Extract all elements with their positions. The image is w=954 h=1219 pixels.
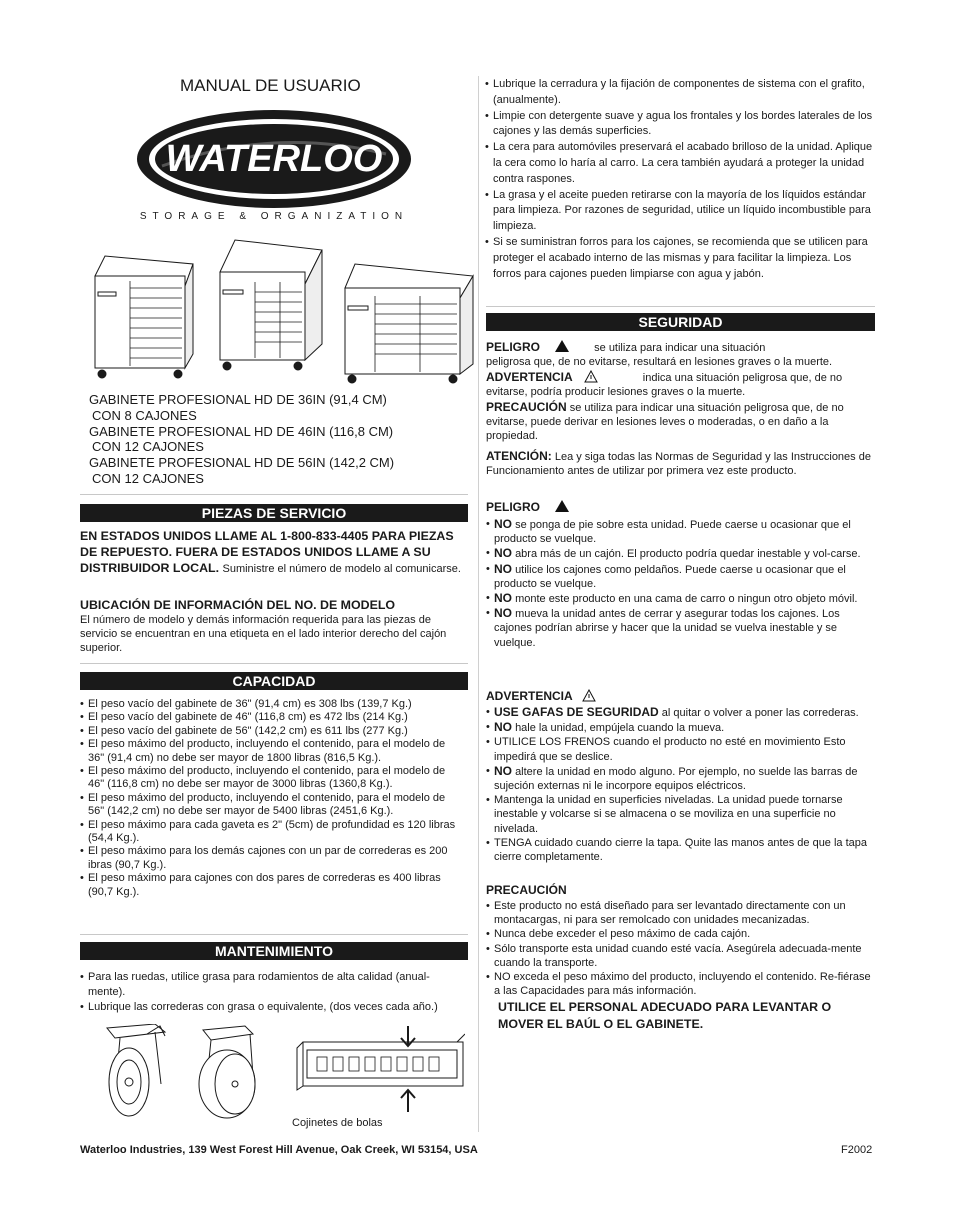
divider (80, 663, 468, 664)
precaucion-label: PRECAUCIÓN (486, 400, 567, 414)
list-item: • El peso máximo para los demás cajones con un par de correderas es 200 ibras (90,7 Kg.). (80, 845, 464, 872)
peligro-heading (486, 500, 569, 515)
no-word: NO (494, 606, 512, 621)
list-item: • Este producto no está diseñado para ser levantado directamente con un montacargas, ni para ser remolcado con unidades mecanizadas. (486, 899, 875, 927)
footer-code: F2002 (841, 1144, 873, 1156)
final-line: UTILICE EL PERSONAL ADECUADO PARA LEVANTAR O (498, 1000, 832, 1014)
list-item: • Si se suministran forros para los cajones, se recomienda que se utilicen para proteger el acabado interno de las mismas y para facilitar la limpieza. Los forros para cajones pueden limpiarse con agua y jabón. (485, 235, 873, 282)
no-word: NO (494, 546, 512, 561)
svg-text:STORAGE & ORGANIZATION: STORAGE & ORGANIZATION (139, 211, 409, 222)
list-item: • El peso máximo para cada gaveta es 2" (5cm) de profundidad es 120 libras (54,4 Kg.). (80, 819, 464, 846)
precaucion-heading: PRECAUCIÓN (486, 883, 567, 897)
no-word: NO (494, 720, 512, 735)
care-list (485, 77, 873, 282)
list-item: • Nunca debe exceder el peso máximo de cada cajón. (486, 927, 875, 941)
page-title: MANUAL DE USUARIO (180, 76, 361, 95)
list-item: • Sólo transporte esta unidad cuando esté vacía. Asegúrela adecuada-mente cuando la transporte. (486, 942, 875, 970)
advertencia-text-cont: evitarse, podría producir lesiones graves o la muerte. (486, 386, 746, 398)
warning-icon (584, 370, 598, 383)
product-line: CON 12 CAJONES (92, 439, 204, 455)
advertencia-label: ADVERTENCIA (486, 370, 573, 384)
peligro-text-cont: peligrosa que, de no evitarse, resultará en lesiones graves o la muerte. (486, 356, 833, 368)
list-item: • El peso vacío del gabinete de 46" (116,8 cm) es 472 lbs (214 Kg.) (80, 711, 464, 724)
model-heading: UBICACIÓN DE INFORMACIÓN DEL NO. DE MODELO (80, 598, 396, 612)
list-item (486, 720, 875, 735)
precaucion-list (486, 899, 875, 998)
mantenimiento-heading: MANTENIMIENTO (80, 942, 468, 960)
product-line: CON 12 CAJONES (92, 470, 204, 486)
divider (80, 934, 468, 935)
product-line: GABINETE PROFESIONAL HD DE 36IN (91,4 CM) (89, 392, 387, 407)
item-text: mueva la unidad antes de cerrar y asegurar todas los cajones. Los cajones podrían abrirse y hacer que la unidad se vuelva inestable y se vuelque. (494, 608, 840, 649)
peligro-label: PELIGRO (486, 340, 541, 354)
atencion-label: ATENCIÓN: (486, 449, 552, 463)
list-item: • El peso vacío del gabinete de 36" (91,4 cm) es 308 lbs (139,7 Kg.) (80, 698, 464, 711)
list-item (486, 562, 875, 591)
item-text: utilice los cajones como peldaños. Puede caerse u ocasionar que el producto se vuelque. (494, 563, 846, 590)
list-item (486, 606, 875, 650)
final-line: MOVER EL BAÚL O EL GABINETE. (498, 1017, 704, 1031)
list-item (486, 705, 875, 720)
piezas-call-bold: EN ESTADOS UNIDOS LLAME AL 1-800-833-4405 PARA PIEZAS DE REPUESTO. FUERA DE ESTADOS UNIDOS LLAME A SU DISTRIBUIDOR LOCAL. (80, 529, 454, 575)
list-item: • Lubrique las correderas con grasa o equivalente, (dos veces cada año.) (80, 1000, 464, 1015)
bearing-caption: Cojinetes de bolas (292, 1117, 383, 1129)
final-warning (498, 999, 831, 1033)
product-list (89, 392, 394, 487)
product-line: CON 8 CAJONES (92, 407, 197, 423)
advertencia-list (486, 705, 875, 864)
list-item: • La cera para automóviles preservará el acabado brilloso de la unidad. Aplique la cera como lo haría al carro. La cera también ayudará a proteger la unidad contra raspones. (485, 140, 873, 187)
list-item: • Lubrique la cerradura y la fijación de componentes de sistema con el grafito, (anualmente). (485, 77, 873, 109)
casters-illustration (85, 1024, 465, 1124)
piezas-call (80, 528, 468, 576)
mantenimiento-list (80, 970, 464, 1015)
list-item: • Limpie con detergente suave y agua los frontales y los bordes laterales de los cajones y las demás superficies. (485, 109, 873, 141)
list-item: • La grasa y el aceite pueden retirarse con la mayoría de los líquidos estándar para limpieza. Por razones de seguridad, utilice un líquido incombustible para limpieza. (485, 188, 873, 235)
no-word: NO (494, 591, 512, 606)
item-text: al quitar o volver a poner las correderas. (661, 707, 859, 719)
gafas-bold: USE GAFAS DE SEGURIDAD (494, 705, 659, 719)
list-item: • Para las ruedas, utilice grasa para rodamientos de alta calidad (anual-mente). (80, 970, 464, 1000)
advertencia-text: indica una situación peligrosa que, de no (642, 372, 843, 384)
list-item (486, 546, 875, 561)
item-text: altere la unidad en modo alguno. Por ejemplo, no suelde las barras de sujeción externas ni le incorpore equipos eléctricos. (494, 765, 858, 793)
list-item: • El peso máximo para cajones con dos pares de correderas es 400 libras (90,7 Kg.). (80, 872, 464, 899)
footer-address: Waterloo Industries, 139 West Forest Hill Avenue, Oak Creek, WI 53154, USA (80, 1144, 478, 1156)
product-line: GABINETE PROFESIONAL HD DE 56IN (142,2 CM) (89, 455, 395, 471)
item-text: hale la unidad, empújela cuando la mueva. (515, 722, 725, 735)
list-item: • UTILICE LOS FRENOS cuando el producto no esté en movimiento Esto impedirá que se deslice. (486, 735, 875, 763)
list-item (486, 764, 875, 793)
list-item: • El peso vacío del gabinete de 56" (142,2 cm) es 611 lbs (277 Kg.) (80, 725, 464, 738)
divider (80, 494, 468, 495)
peligro-text: se utiliza para indicar una situación (594, 342, 766, 354)
seguridad-heading: SEGURIDAD (486, 313, 875, 331)
advertencia-heading-text: ADVERTENCIA (486, 689, 573, 703)
waterloo-logo (134, 106, 414, 224)
list-item: • Mantenga la unidad en superficies niveladas. La unidad puede tornarse inestable y volcarse si se almacena o se moviliza en una superficie no nivelada. (486, 793, 875, 836)
advertencia-heading (486, 689, 596, 704)
advertencia-definition (486, 370, 875, 399)
no-word: NO (494, 763, 512, 778)
cabinets-illustration (90, 236, 475, 384)
capacidad-list (80, 698, 464, 899)
item-text: se ponga de pie sobre esta unidad. Puede caerse u ocasionar que el producto se vuelque. (494, 519, 851, 546)
list-item (486, 517, 875, 546)
product-line: GABINETE PROFESIONAL HD DE 46IN (116,8 CM) (89, 423, 394, 439)
piezas-call-note: Suministre el número de modelo al comunicarse. (222, 563, 461, 575)
precaucion-text: se utiliza para indicar una situación peligrosa que, de no evitarse, puede derivar en lesiones leves o moderadas, o en daño a la propiedad. (486, 402, 844, 442)
item-text: abra más de un cajón. El producto podría quedar inestable y vol-carse. (515, 548, 861, 561)
peligro-heading-text: PELIGRO (486, 500, 541, 514)
peligro-list (486, 517, 875, 650)
danger-icon (555, 340, 569, 352)
list-item (486, 591, 875, 606)
column-divider (478, 76, 479, 1132)
list-item: • TENGA cuidado cuando cierre la tapa. Quite las manos antes de que la tapa cierre completamente. (486, 836, 875, 864)
danger-icon (555, 500, 569, 512)
peligro-definition (486, 340, 875, 369)
warning-icon (582, 689, 596, 702)
list-item: • El peso máximo del producto, incluyendo el contenido, para el modelo de 36" (91,4 cm) no debe ser mayor de 1800 libras (816,5 Kg.). (80, 738, 464, 765)
precaucion-definition (486, 400, 875, 443)
svg-text:WATERLOO: WATERLOO (165, 138, 383, 180)
no-word: NO (494, 561, 512, 576)
atencion-definition (486, 449, 875, 478)
list-item: • El peso máximo del producto, incluyendo el contenido, para el modelo de 46" (116,8 cm) no debe ser mayor de 3000 libras (1360,8 Kg.). (80, 765, 464, 792)
list-item: • El peso máximo del producto, incluyendo el contenido, para el modelo de 56" (142,2 cm) no debe ser mayor de 5400 libras (2451,6 Kg.). (80, 792, 464, 819)
capacidad-heading: CAPACIDAD (80, 672, 468, 690)
list-item: • NO exceda el peso máximo del producto, incluyendo el contenido. Re-fiérase a las Capacidades para más información. (486, 970, 875, 998)
atencion-text: Lea y siga todas las Normas de Seguridad y las Instrucciones de Funcionamiento antes de utilizar por primera vez este producto. (486, 451, 871, 477)
divider (486, 306, 875, 307)
item-text: monte este producto en una cama de carro o ningun otro objeto móvil. (515, 593, 858, 606)
model-text: El número de modelo y demás información requerida para las piezas de servicio se encuentran en una etiqueta en el lado interior derecho del cajón superior. (80, 614, 447, 654)
piezas-heading: PIEZAS DE SERVICIO (80, 504, 468, 522)
no-word: NO (494, 517, 512, 531)
